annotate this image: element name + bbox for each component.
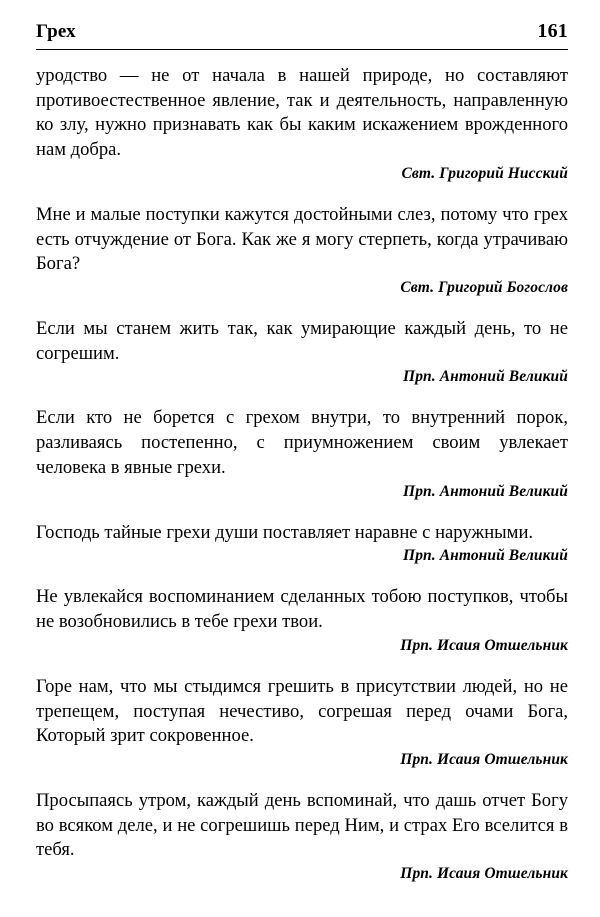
quote-block — [36, 406, 568, 500]
quote-block — [36, 585, 568, 654]
quote-attribution: Прп. Исаия Отшельник — [400, 636, 568, 654]
header-divider — [36, 49, 568, 50]
quote-attribution: Прп. Антоний Великий — [403, 482, 568, 500]
quote-block — [36, 203, 568, 297]
page-header — [36, 20, 568, 47]
quote-text: Если кто не борется с грехом внутри, то внутренний порок, разливаясь постепенно, с приумножением своим увлекает человека в явные грехи. — [36, 407, 568, 478]
quote-attribution: Прп. Исаия Отшельник — [400, 865, 568, 883]
quote-attribution: Свт. Григорий Нисский — [401, 164, 568, 182]
page-number: 161 — [537, 20, 568, 42]
quote-text: Мне и малые поступки кажутся достойными слез, потому что грех есть отчуждение от Бога. Как же я могу стерпеть, когда утрачиваю Бога? — [36, 203, 568, 275]
quote-text: уродство — не от начала в нашей природе, но составляют противоестественное явление, так и деятельность, направленную ко злу, нужно признавать как бы каким искажением врожденного нам добра. — [36, 65, 568, 161]
quote-text: Господь тайные грехи души поставляет наравне с наружными. — [36, 521, 534, 543]
quote-block — [36, 64, 568, 183]
quote-attribution: Свт. Григорий Богослов — [400, 279, 568, 297]
quote-text: Просыпаясь утром, каждый день вспоминай, что дашь отчет Богу во всяком деле, и не согрешишь перед Ним, и страх Его вселится в тебя. — [36, 789, 568, 861]
quote-text: Горе нам, что мы стыдимся грешить в присутствии людей, но не трепещем, поступая нечестиво, согрешая перед очами Бога, Который зрит сокровенное. — [36, 675, 568, 747]
quote-block — [36, 675, 568, 769]
quote-attribution: Прп. Исаия Отшельник — [400, 750, 568, 768]
quote-text: Не увлекайся воспоминанием сделанных тобою поступков, чтобы не возобновились в тебе грехи твои. — [36, 586, 568, 633]
quote-text: Если мы станем жить так, как умирающие каждый день, то не согрешим. — [36, 318, 568, 364]
running-head-title: Грех — [36, 21, 76, 42]
quote-block — [36, 789, 568, 883]
quote-block — [36, 317, 568, 386]
quote-attribution: Прп. Антоний Великий — [403, 547, 568, 565]
quote-block — [36, 521, 568, 566]
quote-attribution: Прп. Антоний Великий — [403, 368, 568, 386]
